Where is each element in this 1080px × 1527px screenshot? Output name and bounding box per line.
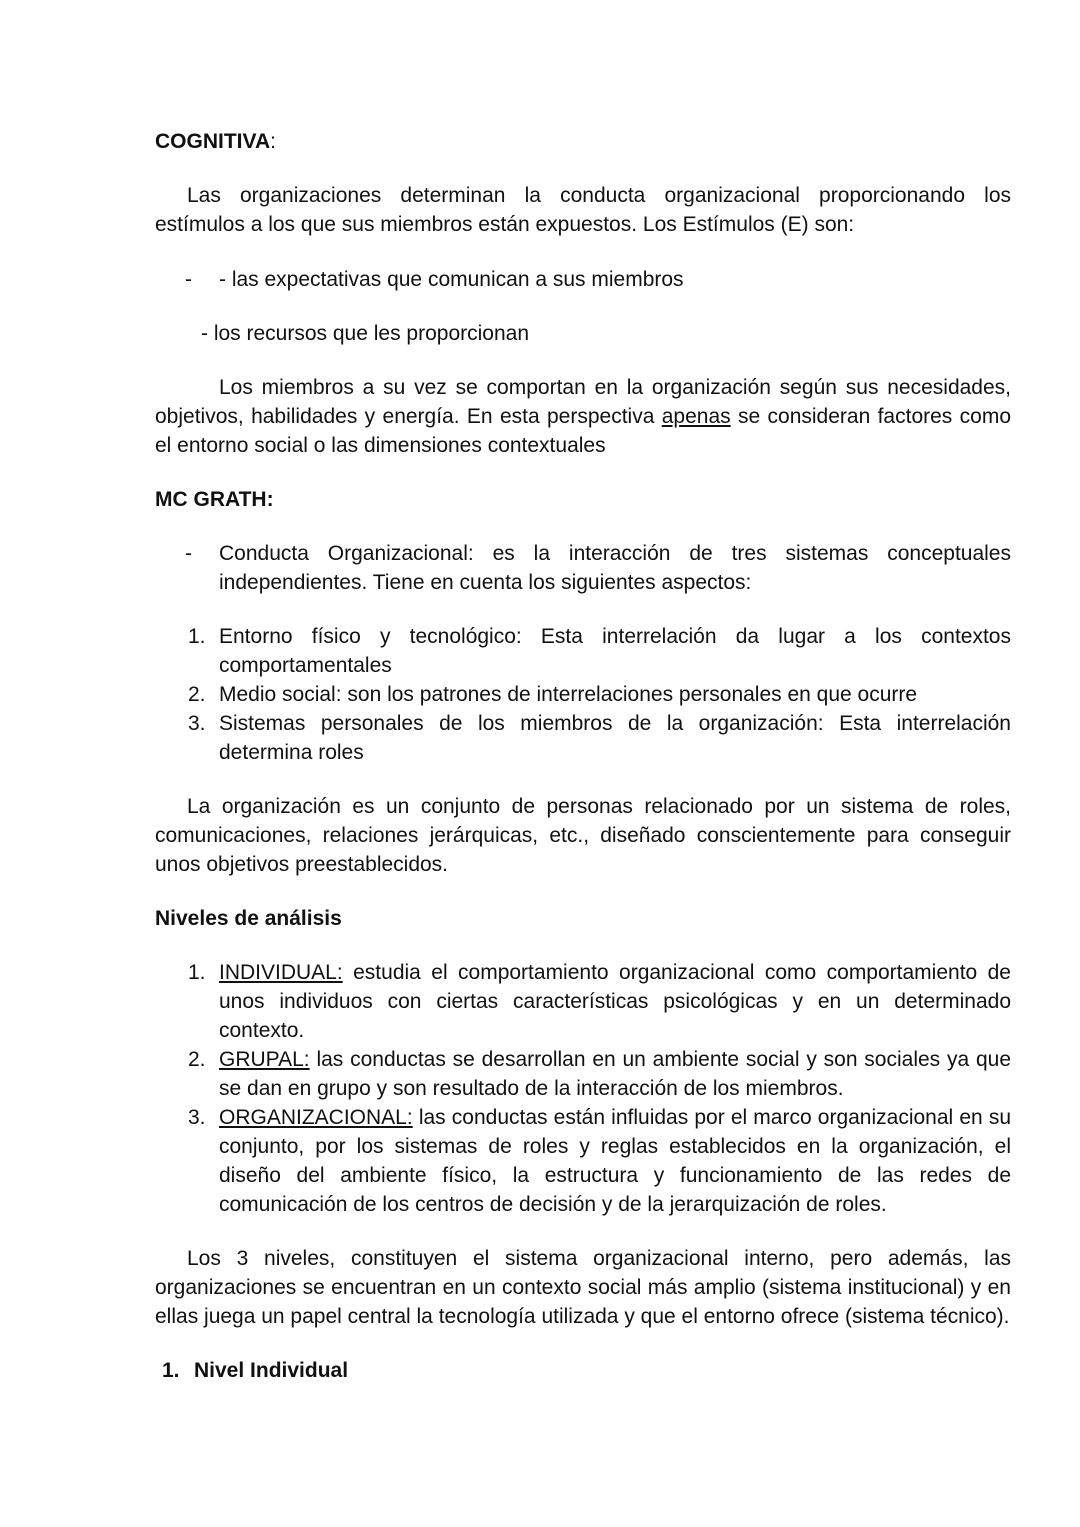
list-item	[155, 622, 1011, 680]
mcgrath-aspects-list	[155, 622, 1011, 767]
stimulus-resources-item: - los recursos que les proporcionan	[201, 322, 530, 345]
list-text: Sistemas personales de los miembros de la organización: Esta interrelación determina roles	[219, 712, 1011, 764]
organization-paragraph: La organización es un conjunto de personas relacionado por un sistema de roles, comunicaciones, relaciones jerárquicas, etc., diseñado conscientemente para conseguir unos objetivos preestablecidos.	[155, 795, 1011, 876]
stimulus-expectations-item	[155, 265, 1011, 294]
levels-summary-paragraph: Los 3 niveles, constituyen el sistema organizacional interno, pero además, las organizaciones se encuentran en un contexto social más amplio (sistema institucional) y en ellas juega un papel central la tecnología utilizada y que el entorno ofrece (sistema técnico).	[155, 1247, 1011, 1328]
members-underlined-word: apenas	[661, 405, 731, 428]
niveles-heading: Niveles de análisis	[155, 907, 342, 930]
list-item	[155, 709, 1011, 767]
cognitiva-intro-paragraph: Las organizaciones determinan la conducta organizacional proporcionando los estímulos a los que sus miembros están expuestos. Los Estímulos (E) son:	[155, 184, 1011, 236]
list-number: 2.	[188, 683, 206, 706]
level-label: ORGANIZACIONAL:	[219, 1106, 413, 1129]
list-item	[155, 1045, 1011, 1103]
list-item	[155, 1103, 1011, 1219]
level-text: las conductas se desarrollan en un ambiente social y son sociales ya que se dan en grupo y son resultado de la interacción de los miembros.	[219, 1048, 1011, 1100]
list-text: Medio social: son los patrones de interrelaciones personales en que ocurre	[219, 683, 918, 706]
bullet-dash: -	[185, 542, 192, 565]
level-text: estudia el comportamiento organizacional como comportamiento de unos individuos con ciertas características psicológicas y en un determinado contexto.	[219, 961, 1011, 1042]
cognitiva-heading-text: COGNITIVA	[155, 130, 271, 153]
list-number: 1.	[188, 961, 206, 984]
level-label: GRUPAL:	[219, 1048, 310, 1071]
niveles-list	[155, 958, 1011, 1219]
cognitiva-heading-colon: :	[270, 130, 276, 153]
document-page	[155, 127, 1011, 1385]
mcgrath-definition-item	[155, 539, 1011, 597]
list-text: Entorno físico y tecnológico: Esta interrelación da lugar a los contextos comportamentales	[219, 625, 1011, 677]
list-number: 3.	[188, 1106, 206, 1129]
level-text: las conductas están influidas por el marco organizacional en su conjunto, por los sistemas de roles y reglas establecidos en la organización, el diseño del ambiente físico, la estructura y funcionamiento de las redes de comunicación de los centros de decisión y de la jerarquización de roles.	[219, 1106, 1011, 1216]
members-paragraph	[155, 373, 1011, 460]
list-number: 3.	[188, 712, 206, 735]
members-text-start: Los miembros a su vez se comportan en la organización según sus necesidades, objetivos, habilidades y energía. En esta perspectiva	[155, 376, 1011, 428]
mcgrath-heading: MC GRATH:	[155, 488, 274, 511]
list-number: 1.	[188, 625, 206, 648]
members-text-end: se consideran factores como el entorno social o las dimensiones contextuales	[155, 405, 1011, 457]
stimulus-expectations-text: - las expectativas que comunican a sus miembros	[219, 268, 684, 291]
cognitiva-heading	[155, 127, 1011, 156]
section-number: 1.	[162, 1359, 180, 1382]
nivel-individual-heading	[155, 1356, 1011, 1385]
list-item	[155, 680, 1011, 709]
level-label: INDIVIDUAL:	[219, 961, 343, 984]
list-number: 2.	[188, 1048, 206, 1071]
list-item	[155, 958, 1011, 1045]
section-title: Nivel Individual	[194, 1359, 349, 1382]
bullet-dash: -	[185, 268, 192, 291]
mcgrath-definition-text: Conducta Organizacional: es la interacción de tres sistemas conceptuales independientes. Tiene en cuenta los siguientes aspectos:	[219, 542, 1011, 594]
